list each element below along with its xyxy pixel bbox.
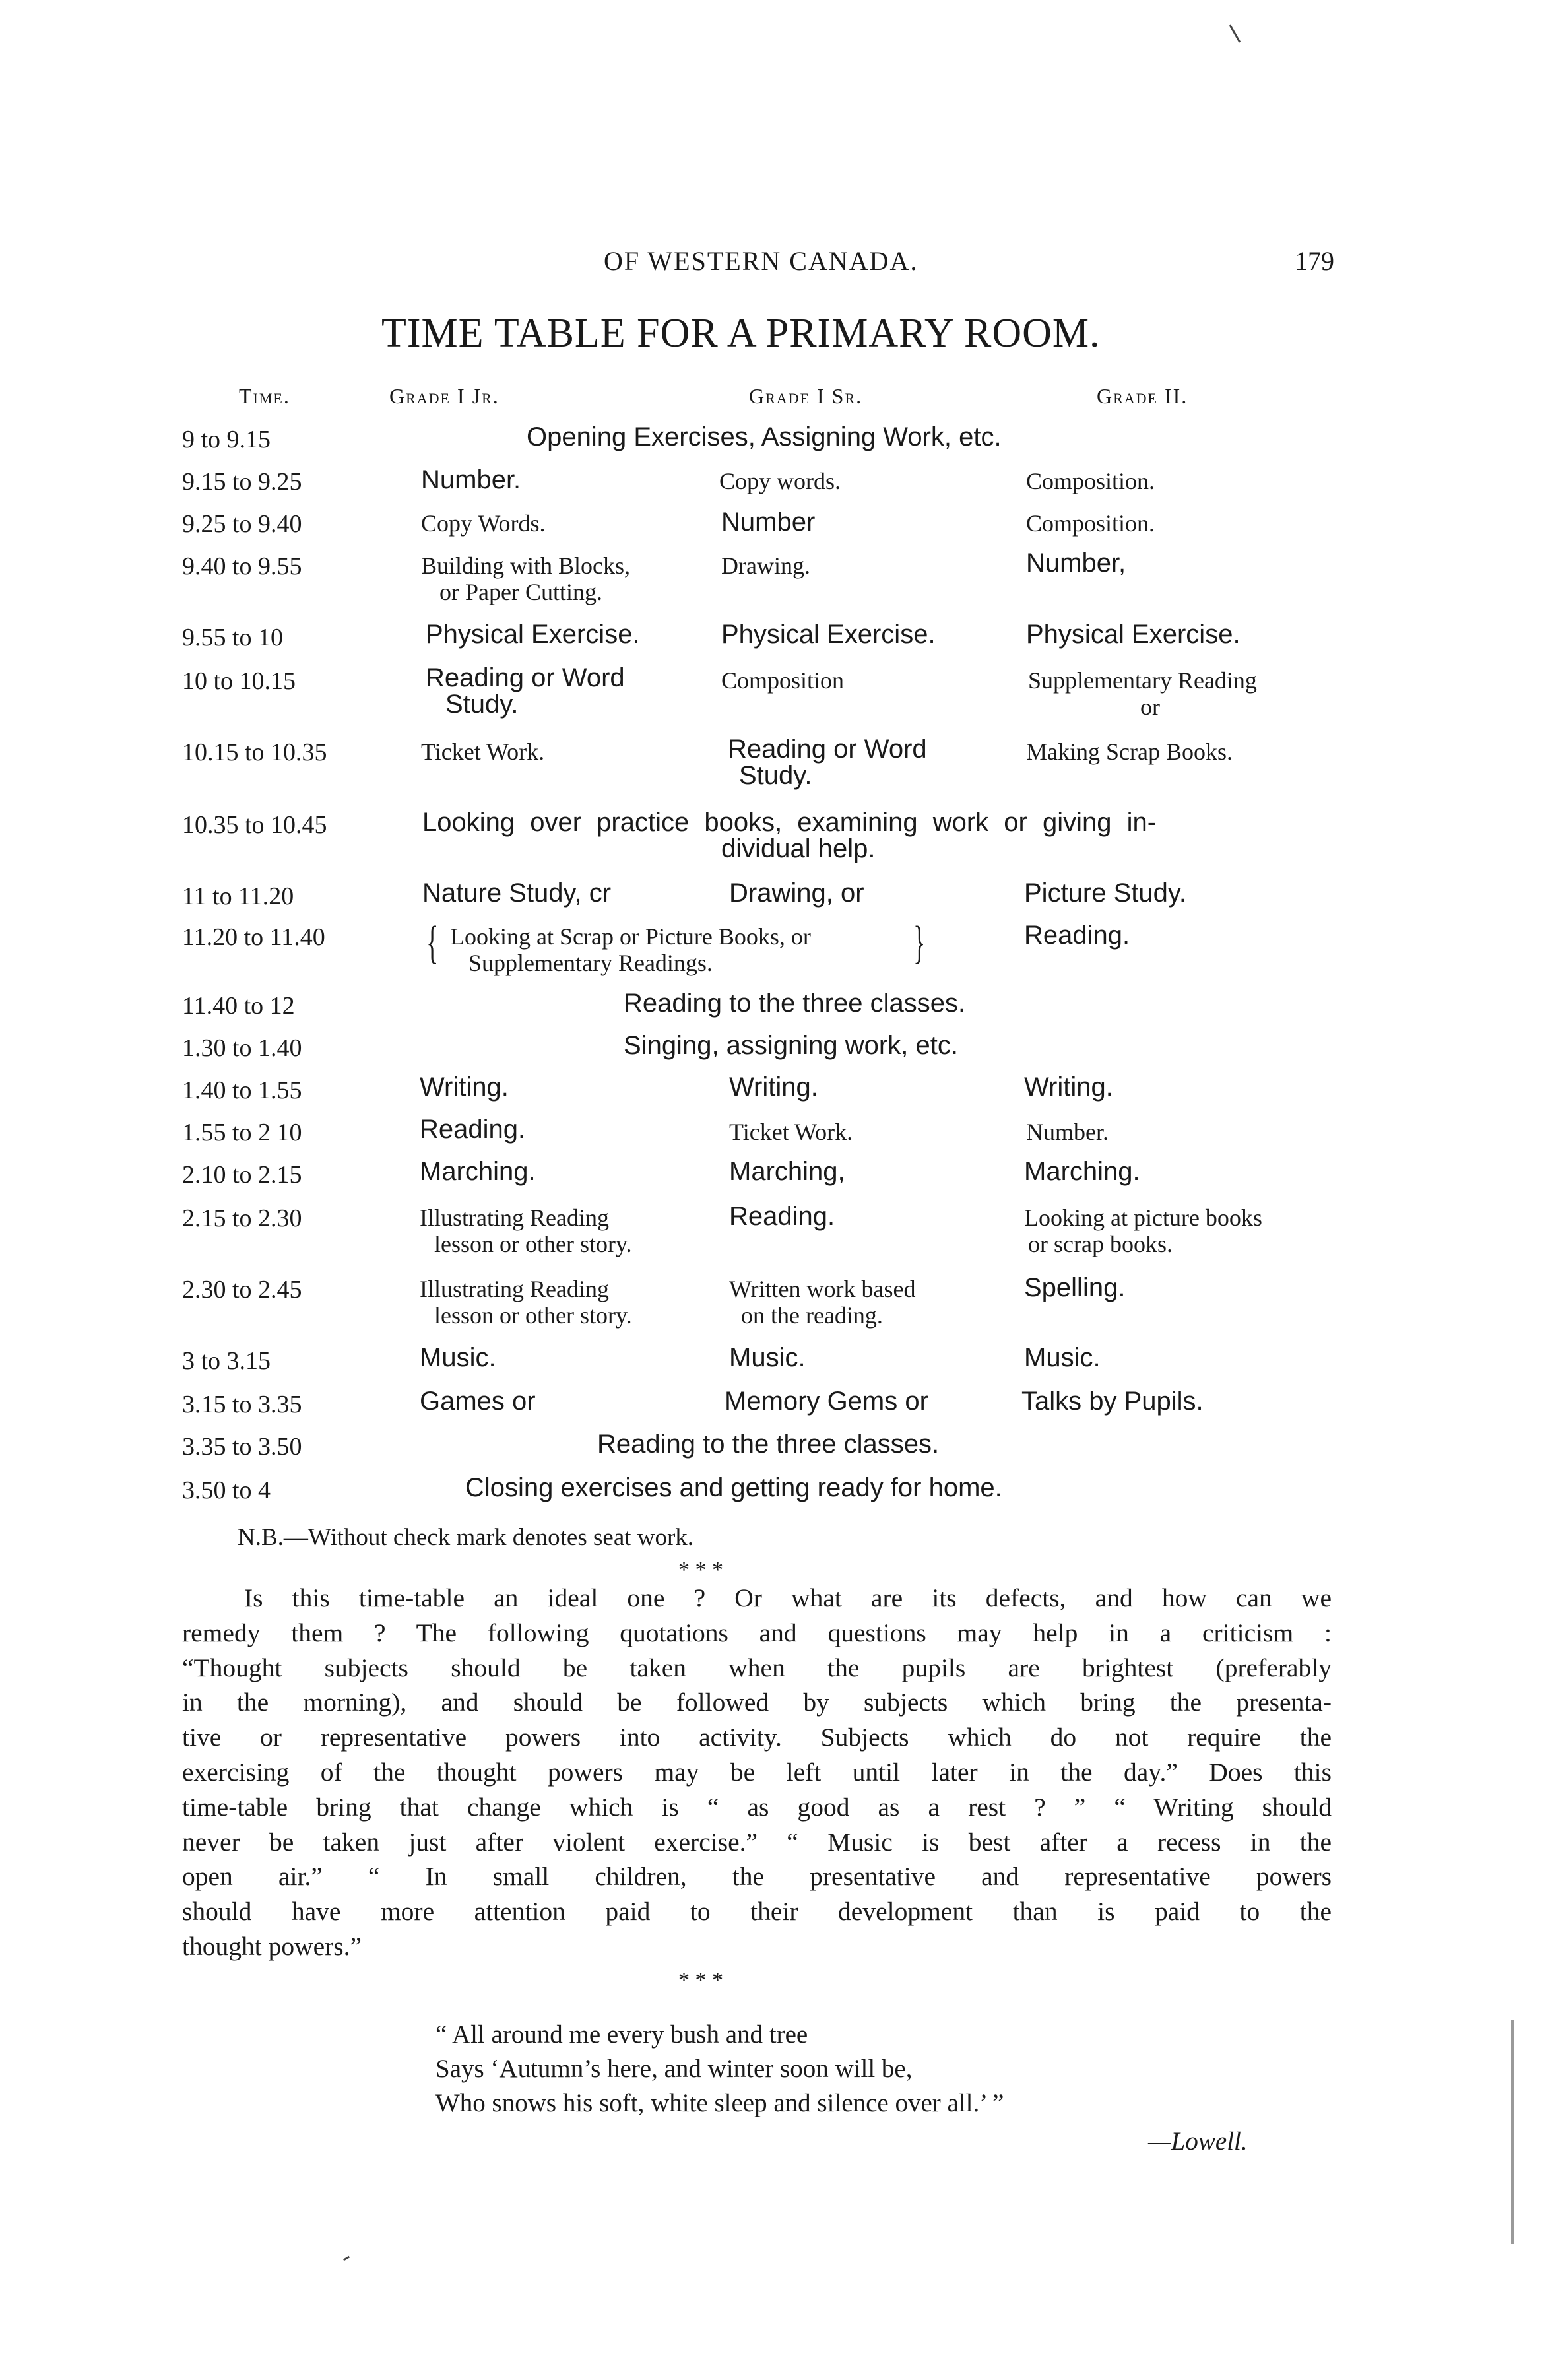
paragraph-line: never be taken just after violent exercise.” “ Music is best after a recess in the bbox=[182, 1827, 1332, 1857]
scan-mark bbox=[1229, 24, 1241, 42]
grade1-sr-cell: Writing. bbox=[729, 1073, 818, 1102]
grade1-jr-cell: Reading. bbox=[420, 1115, 526, 1144]
grade2-cell: Supplementary Reading bbox=[1028, 667, 1257, 694]
grade1-jr-cell: Building with Blocks, bbox=[421, 552, 631, 579]
running-head: OF WESTERN CANADA. bbox=[604, 246, 919, 276]
time-cell: 9.40 to 9.55 bbox=[182, 552, 302, 580]
scan-mark bbox=[343, 2256, 350, 2261]
grade1-jr-cell-continued: lesson or other story. bbox=[434, 1231, 632, 1257]
time-cell: 2.30 to 2.45 bbox=[182, 1276, 302, 1304]
column-header-time: Time. bbox=[239, 384, 290, 408]
time-cell: 9.15 to 9.25 bbox=[182, 468, 302, 496]
grade1-sr-cell: Copy words. bbox=[719, 468, 841, 494]
grade1-jr-cell: Nature Study, cr bbox=[422, 878, 612, 908]
poem-line: Who snows his soft, white sleep and silence over all.’ ” bbox=[435, 2089, 1004, 2117]
grade1-sr-cell: Music. bbox=[729, 1343, 806, 1372]
grade1-sr-cell: Memory Gems or bbox=[725, 1387, 928, 1416]
grade1-jr-cell: Physical Exercise. bbox=[426, 620, 640, 649]
span-cell: Looking over practice books, examining work or giving in- bbox=[422, 808, 1157, 837]
grade1-jr-cell: Copy Words. bbox=[421, 510, 546, 537]
time-cell: 1.30 to 1.40 bbox=[182, 1034, 302, 1062]
grade1-jr-cell-continued: or Paper Cutting. bbox=[439, 579, 602, 605]
grade1-sr-cell: Drawing, or bbox=[729, 878, 864, 908]
time-cell: 9.25 to 9.40 bbox=[182, 510, 302, 538]
time-cell: 10.35 to 10.45 bbox=[182, 811, 327, 839]
time-cell: 3.15 to 3.35 bbox=[182, 1391, 302, 1418]
grade1-jr-sr-cell: Looking at Scrap or Picture Books, or bbox=[450, 923, 811, 950]
grade1-jr-cell: Ticket Work. bbox=[421, 739, 545, 765]
paragraph-line: time-table bring that change which is “ as good as a rest ? ” “ Writing should bbox=[182, 1792, 1332, 1822]
grade2-cell: Talks by Pupils. bbox=[1021, 1387, 1204, 1416]
time-cell: 10 to 10.15 bbox=[182, 667, 296, 695]
poem-line: “ All around me every bush and tree bbox=[435, 2020, 808, 2049]
time-cell: 11.20 to 11.40 bbox=[182, 923, 325, 951]
column-header-grade1-sr: Grade I Sr. bbox=[749, 384, 863, 408]
grade2-cell-continued: or bbox=[1140, 694, 1160, 720]
poem-author: —Lowell. bbox=[1148, 2127, 1248, 2156]
grade2-cell: Looking at picture books bbox=[1024, 1205, 1262, 1231]
span-cell: Reading to the three classes. bbox=[597, 1430, 940, 1459]
column-header-grade1-jr: Grade I Jr. bbox=[389, 384, 500, 408]
footnote: N.B.—Without check mark denotes seat work. bbox=[238, 1524, 694, 1551]
time-cell: 11.40 to 12 bbox=[182, 992, 295, 1020]
grade2-cell: Composition. bbox=[1026, 510, 1155, 537]
paragraph-line: exercising of the thought powers may be left until later in the day.” Does this bbox=[182, 1757, 1332, 1787]
grade1-jr-sr-cell-continued: Supplementary Readings. bbox=[468, 950, 713, 976]
body-paragraph bbox=[182, 1581, 1332, 1964]
paragraph-line: Is this time-table an ideal one ? Or what are its defects, and how can we bbox=[244, 1583, 1332, 1612]
grade1-jr-cell: Illustrating Reading bbox=[420, 1276, 609, 1302]
grade1-jr-cell: Illustrating Reading bbox=[420, 1205, 609, 1231]
grade1-sr-cell: Physical Exercise. bbox=[721, 620, 936, 649]
span-cell: Closing exercises and getting ready for home. bbox=[465, 1473, 1002, 1502]
grade2-cell: Picture Study. bbox=[1024, 878, 1187, 908]
left-brace: { bbox=[426, 917, 439, 968]
time-cell: 1.55 to 2 10 bbox=[182, 1119, 302, 1146]
grade2-cell-continued: or scrap books. bbox=[1028, 1231, 1173, 1257]
grade1-sr-cell: Marching, bbox=[729, 1157, 845, 1186]
grade2-cell: Music. bbox=[1024, 1343, 1101, 1372]
paragraph-line: remedy them ? The following quotations and questions may help in a criticism : bbox=[182, 1618, 1332, 1647]
grade1-jr-cell: Music. bbox=[420, 1343, 496, 1372]
time-cell: 10.15 to 10.35 bbox=[182, 739, 327, 766]
time-cell: 1.40 to 1.55 bbox=[182, 1076, 302, 1104]
grade2-cell: Reading. bbox=[1024, 921, 1130, 950]
grade2-cell: Making Scrap Books. bbox=[1026, 739, 1233, 765]
grade2-cell: Composition. bbox=[1026, 468, 1155, 494]
grade1-jr-cell: Games or bbox=[420, 1387, 536, 1416]
paragraph-line: thought powers.” bbox=[182, 1931, 362, 1961]
grade2-cell: Physical Exercise. bbox=[1026, 620, 1241, 649]
grade1-sr-cell: Reading. bbox=[729, 1202, 835, 1231]
grade1-sr-cell: Composition bbox=[721, 667, 845, 694]
poem-line: Says ‘Autumn’s here, and winter soon will be, bbox=[435, 2055, 913, 2083]
grade1-jr-cell: Marching. bbox=[420, 1157, 536, 1186]
page-number: 179 bbox=[1295, 246, 1334, 276]
grade1-sr-cell: Written work based bbox=[729, 1276, 916, 1302]
grade1-jr-cell: Writing. bbox=[420, 1073, 509, 1102]
grade1-sr-cell: Reading or Word bbox=[728, 735, 927, 764]
span-cell: Reading to the three classes. bbox=[624, 989, 966, 1018]
grade1-sr-cell: Drawing. bbox=[721, 552, 810, 579]
grade1-sr-cell-continued: on the reading. bbox=[741, 1302, 883, 1329]
span-cell: Opening Exercises, Assigning Work, etc. bbox=[527, 422, 1002, 451]
span-cell-continued: dividual help. bbox=[721, 834, 876, 863]
paragraph-line: in the morning), and should be followed by subjects which bring the presenta- bbox=[182, 1688, 1332, 1717]
grade1-jr-cell-continued: lesson or other story. bbox=[434, 1302, 632, 1329]
time-cell: 2.15 to 2.30 bbox=[182, 1205, 302, 1232]
separator-stars: * * * bbox=[678, 1968, 723, 1993]
time-cell: 11 to 11.20 bbox=[182, 882, 294, 910]
grade1-jr-cell: Reading or Word bbox=[426, 663, 625, 692]
grade1-jr-cell-continued: Study. bbox=[445, 690, 519, 719]
grade2-cell: Marching. bbox=[1024, 1157, 1140, 1186]
scan-edge-mark bbox=[1511, 2020, 1514, 2244]
time-cell: 3 to 3.15 bbox=[182, 1347, 271, 1375]
grade1-sr-cell: Ticket Work. bbox=[729, 1119, 853, 1145]
page-title: TIME TABLE FOR A PRIMARY ROOM. bbox=[381, 311, 1101, 356]
grade1-jr-cell: Number. bbox=[421, 465, 521, 494]
paragraph-line: open air.” “ In small children, the presentative and representative powers bbox=[182, 1862, 1332, 1892]
grade2-cell: Number, bbox=[1026, 548, 1126, 578]
paragraph-line: tive or representative powers into activity. Subjects which do not require the bbox=[182, 1723, 1332, 1752]
separator-stars: * * * bbox=[678, 1558, 723, 1582]
grade1-sr-cell-continued: Study. bbox=[739, 761, 812, 790]
grade2-cell: Writing. bbox=[1024, 1073, 1113, 1102]
time-cell: 2.10 to 2.15 bbox=[182, 1161, 302, 1189]
span-cell: Singing, assigning work, etc. bbox=[624, 1031, 958, 1060]
time-cell: 3.35 to 3.50 bbox=[182, 1433, 302, 1461]
time-cell: 9.55 to 10 bbox=[182, 624, 284, 651]
grade2-cell: Spelling. bbox=[1024, 1273, 1126, 1302]
time-cell: 3.50 to 4 bbox=[182, 1476, 271, 1504]
paragraph-line: should have more attention paid to their development than is paid to the bbox=[182, 1897, 1332, 1927]
grade2-cell: Number. bbox=[1026, 1119, 1109, 1145]
paragraph-line: “Thought subjects should be taken when the pupils are brightest (preferably bbox=[182, 1653, 1332, 1682]
right-brace: } bbox=[913, 917, 926, 968]
column-header-grade2: Grade II. bbox=[1097, 384, 1188, 408]
grade1-sr-cell: Number bbox=[721, 508, 816, 537]
time-cell: 9 to 9.15 bbox=[182, 426, 271, 453]
